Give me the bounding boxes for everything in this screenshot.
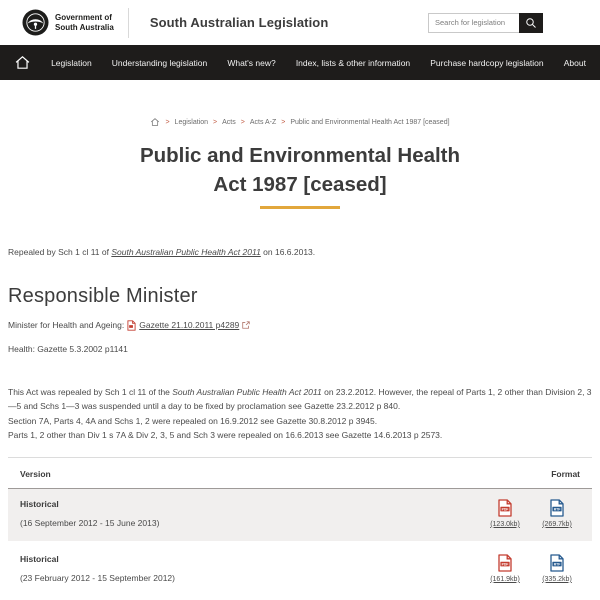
home-icon: [150, 117, 160, 127]
rtf-file-icon: [549, 554, 565, 572]
version-title: Historical: [20, 498, 59, 509]
breadcrumb-item-acts[interactable]: Acts: [222, 118, 236, 126]
version-info: [20, 554, 175, 583]
page-title: [8, 141, 592, 199]
svg-text:PDF: PDF: [501, 562, 509, 567]
breadcrumb-separator: >: [213, 118, 218, 126]
rtf-file-icon: [549, 499, 565, 517]
pdf-file-size: (161.9kb): [490, 575, 520, 583]
version-date-range: (23 February 2012 - 15 September 2012): [20, 572, 175, 583]
format-links: [482, 554, 580, 583]
health-gazette-line: Health: Gazette 5.3.2002 p1141: [8, 343, 128, 354]
column-header-version: Version: [20, 468, 51, 479]
version-info: [20, 499, 159, 528]
piping-shrike-emblem-icon: [22, 9, 49, 36]
nav-item-understanding-legislation[interactable]: Understanding legislation: [111, 57, 208, 68]
breadcrumb-current-page: Public and Environmental Health Act 1987 [ceased]: [290, 118, 450, 126]
version-row: [8, 544, 592, 596]
logo-text: Government of South Australia: [55, 12, 114, 32]
breadcrumb-separator: >: [281, 118, 286, 126]
column-header-format: Format: [551, 468, 580, 479]
breadcrumb-separator: >: [165, 118, 170, 126]
repeal-notes: [8, 385, 592, 443]
repealing-act-link[interactable]: South Australian Public Health Act 2011: [111, 246, 261, 257]
minister-label: Minister for Health and Ageing:: [8, 320, 125, 330]
site-title: South Australian Legislation: [149, 15, 329, 30]
rtf-file-size: (269.7kb): [542, 520, 572, 528]
repealed-prefix: Repealed by Sch 1 cl 11 of: [8, 246, 112, 257]
search-bar: [428, 13, 543, 33]
breadcrumb-separator: >: [240, 118, 245, 126]
gazette-link[interactable]: Gazette 21.10.2011 p4289: [139, 320, 240, 330]
page-title-line1: Public and Environmental Health: [139, 144, 461, 167]
pdf-document-icon: [127, 320, 136, 331]
breadcrumb: [8, 117, 592, 127]
note-1-suffix: on 23.2.2012. However, the repeal of Parts 1, 2 other than Division 2, 3—5 and Schs 1—3 was suspended until a day to be fixed by proclamation see Gazette 23.2.2012 p 840.: [8, 386, 592, 412]
nav-item-index-lists[interactable]: Index, lists & other information: [295, 57, 411, 68]
rtf-file-size: (335.2kb): [542, 575, 572, 583]
main-nav: [0, 45, 600, 80]
minister-line: [8, 320, 592, 331]
svg-text:PDF: PDF: [501, 507, 509, 512]
pdf-file-icon: [497, 499, 513, 517]
rtf-download-link[interactable]: [534, 499, 580, 528]
repealed-suffix: on 16.6.2013.: [260, 246, 316, 257]
breadcrumb-home-link[interactable]: [150, 117, 160, 127]
home-icon: [14, 54, 31, 71]
breadcrumb-item-legislation[interactable]: Legislation: [174, 118, 209, 126]
responsible-minister-heading: Responsible Minister: [8, 284, 198, 307]
format-links: [482, 499, 580, 528]
pdf-file-size: (123.0kb): [490, 520, 520, 528]
svg-text:RTF: RTF: [553, 562, 561, 567]
external-link-icon: [242, 321, 250, 329]
version-row: [8, 489, 592, 541]
nav-item-legislation[interactable]: Legislation: [51, 57, 92, 68]
note-2: Section 7A, Parts 4, 4A and Schs 1, 2 were repealed on 16.9.2012 see Gazette 30.8.2012 p 3945.: [8, 415, 378, 426]
page-title-line2: Act 1987 [ceased]: [213, 173, 387, 196]
version-title: Historical: [20, 553, 59, 564]
title-accent-rule: [260, 206, 340, 209]
rtf-download-link[interactable]: [534, 554, 580, 583]
government-logo[interactable]: [22, 9, 114, 36]
pdf-file-icon: [497, 554, 513, 572]
breadcrumb-item-acts-a-z[interactable]: Acts A-Z: [249, 118, 277, 126]
nav-item-about[interactable]: About: [563, 57, 586, 68]
pdf-download-link[interactable]: [482, 554, 528, 583]
versions-table: [8, 457, 592, 596]
note-3: Parts 1, 2 other than Div 1 s 7A & Div 2, 3, 5 and Sch 3 were repealed on 16.6.2013 see Gazette 14.6.2013 p 2573.: [8, 430, 443, 441]
search-button[interactable]: [519, 13, 543, 33]
pdf-download-link[interactable]: [482, 499, 528, 528]
search-input[interactable]: [428, 13, 519, 33]
note-1-act-name: South Australian Public Health Act 2011: [172, 386, 322, 397]
site-header: [0, 0, 600, 45]
header-divider: [128, 8, 129, 38]
svg-text:RTF: RTF: [553, 507, 561, 512]
versions-table-header: [8, 458, 592, 489]
page-content: [0, 117, 600, 596]
note-1-prefix: This Act was repealed by Sch 1 cl 11 of the: [8, 386, 173, 397]
repealed-notice: [8, 247, 592, 257]
nav-home-link[interactable]: [14, 54, 31, 71]
version-date-range: (16 September 2012 - 15 June 2013): [20, 517, 160, 528]
nav-item-whats-new[interactable]: What's new?: [227, 57, 276, 68]
nav-item-purchase-hardcopy[interactable]: Purchase hardcopy legislation: [430, 57, 544, 68]
search-icon: [525, 17, 537, 29]
